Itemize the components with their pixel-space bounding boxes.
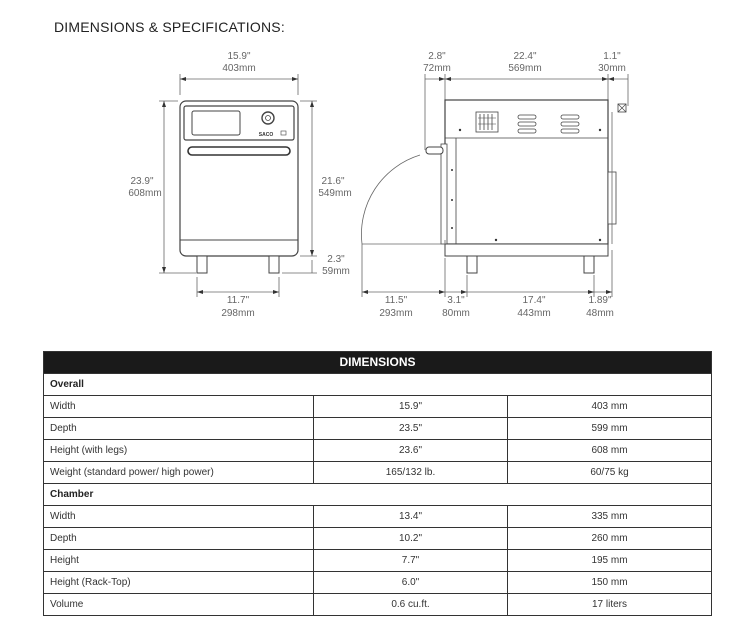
leg-span-mm: 443mm bbox=[517, 308, 551, 319]
brand-logo: SACO bbox=[258, 132, 274, 138]
table-row bbox=[44, 571, 711, 593]
table-row bbox=[44, 461, 711, 483]
body-depth-mm: 569mm bbox=[508, 63, 542, 74]
side-handle bbox=[426, 147, 443, 154]
door-handle bbox=[188, 147, 290, 155]
row-metric: 599 mm bbox=[591, 423, 628, 434]
row-label: Height bbox=[44, 550, 314, 571]
door-depth-mm: 80mm bbox=[442, 308, 470, 319]
rear-leg-in: 1.89" bbox=[588, 295, 612, 306]
row-imperial: 165/132 lb. bbox=[314, 462, 508, 483]
row-label: Height (Rack-Top) bbox=[44, 572, 314, 593]
control-screen bbox=[192, 111, 240, 135]
table-title: DIMENSIONS bbox=[44, 352, 711, 373]
cavity-height-mm: 549mm bbox=[318, 188, 352, 199]
row-metric: 17 liters bbox=[591, 599, 627, 610]
page-heading: DIMENSIONS & SPECIFICATIONS: bbox=[54, 19, 285, 35]
table-row bbox=[44, 505, 711, 527]
vent-grille-icon bbox=[476, 112, 498, 132]
front-view-drawing bbox=[128, 51, 351, 319]
rear-leg-mm: 48mm bbox=[586, 308, 614, 319]
side-view-drawing bbox=[361, 51, 628, 319]
dimensions-table bbox=[43, 351, 712, 616]
cavity-height-in: 21.6" bbox=[321, 176, 345, 187]
row-label: Weight (standard power/ high power) bbox=[44, 462, 314, 483]
row-label: Depth bbox=[44, 528, 314, 549]
row-imperial: 23.6" bbox=[314, 440, 508, 461]
front-width-mm: 403mm bbox=[222, 63, 256, 74]
row-imperial: 13.4" bbox=[314, 506, 508, 527]
door-depth-in: 3.1" bbox=[447, 295, 465, 306]
rear-depth-mm: 30mm bbox=[598, 63, 626, 74]
front-left-leg bbox=[197, 256, 207, 273]
door-swing-in: 11.5" bbox=[384, 295, 408, 306]
row-metric: 403 mm bbox=[591, 401, 628, 412]
table-row bbox=[44, 593, 711, 615]
leg-height-in: 2.3" bbox=[327, 254, 345, 265]
section-header-chamber: Chamber bbox=[44, 483, 711, 505]
door-swing-mm: 293mm bbox=[379, 308, 413, 319]
table-row bbox=[44, 395, 711, 417]
row-imperial: 6.0" bbox=[314, 572, 508, 593]
row-label: Volume bbox=[44, 594, 314, 615]
row-metric: 260 mm bbox=[591, 533, 628, 544]
front-width-in: 15.9" bbox=[227, 51, 251, 62]
door-swing-arc bbox=[361, 155, 445, 244]
front-right-leg bbox=[269, 256, 279, 273]
row-metric: 150 mm bbox=[591, 577, 628, 588]
front-height-mm: 608mm bbox=[128, 188, 162, 199]
table-row bbox=[44, 549, 711, 571]
table-row bbox=[44, 439, 711, 461]
row-label: Depth bbox=[44, 418, 314, 439]
row-metric: 195 mm bbox=[591, 555, 628, 566]
row-imperial: 15.9" bbox=[314, 396, 508, 417]
side-rear-leg bbox=[584, 256, 594, 273]
leg-height-mm: 59mm bbox=[322, 266, 350, 277]
table-row bbox=[44, 527, 711, 549]
row-imperial: 23.5" bbox=[314, 418, 508, 439]
leg-span-in: 17.4" bbox=[522, 295, 546, 306]
base-width-in: 11.7" bbox=[226, 295, 250, 306]
section-header-overall: Overall bbox=[44, 373, 711, 395]
row-imperial: 0.6 cu.ft. bbox=[314, 594, 508, 615]
base-width-mm: 298mm bbox=[221, 308, 255, 319]
row-metric: 60/75 kg bbox=[590, 467, 629, 478]
row-label: Height (with legs) bbox=[44, 440, 314, 461]
body-depth-in: 22.4" bbox=[513, 51, 537, 62]
row-label: Width bbox=[44, 506, 314, 527]
row-metric: 608 mm bbox=[591, 445, 628, 456]
rear-depth-in: 1.1" bbox=[603, 51, 621, 62]
handle-depth-mm: 72mm bbox=[423, 63, 451, 74]
handle-depth-in: 2.8" bbox=[428, 51, 446, 62]
row-metric: 335 mm bbox=[591, 511, 628, 522]
row-imperial: 7.7" bbox=[314, 550, 508, 571]
side-front-leg bbox=[467, 256, 477, 273]
control-knob-icon bbox=[262, 112, 274, 124]
row-imperial: 10.2" bbox=[314, 528, 508, 549]
row-label: Width bbox=[44, 396, 314, 417]
front-height-in: 23.9" bbox=[130, 176, 154, 187]
table-row bbox=[44, 417, 711, 439]
